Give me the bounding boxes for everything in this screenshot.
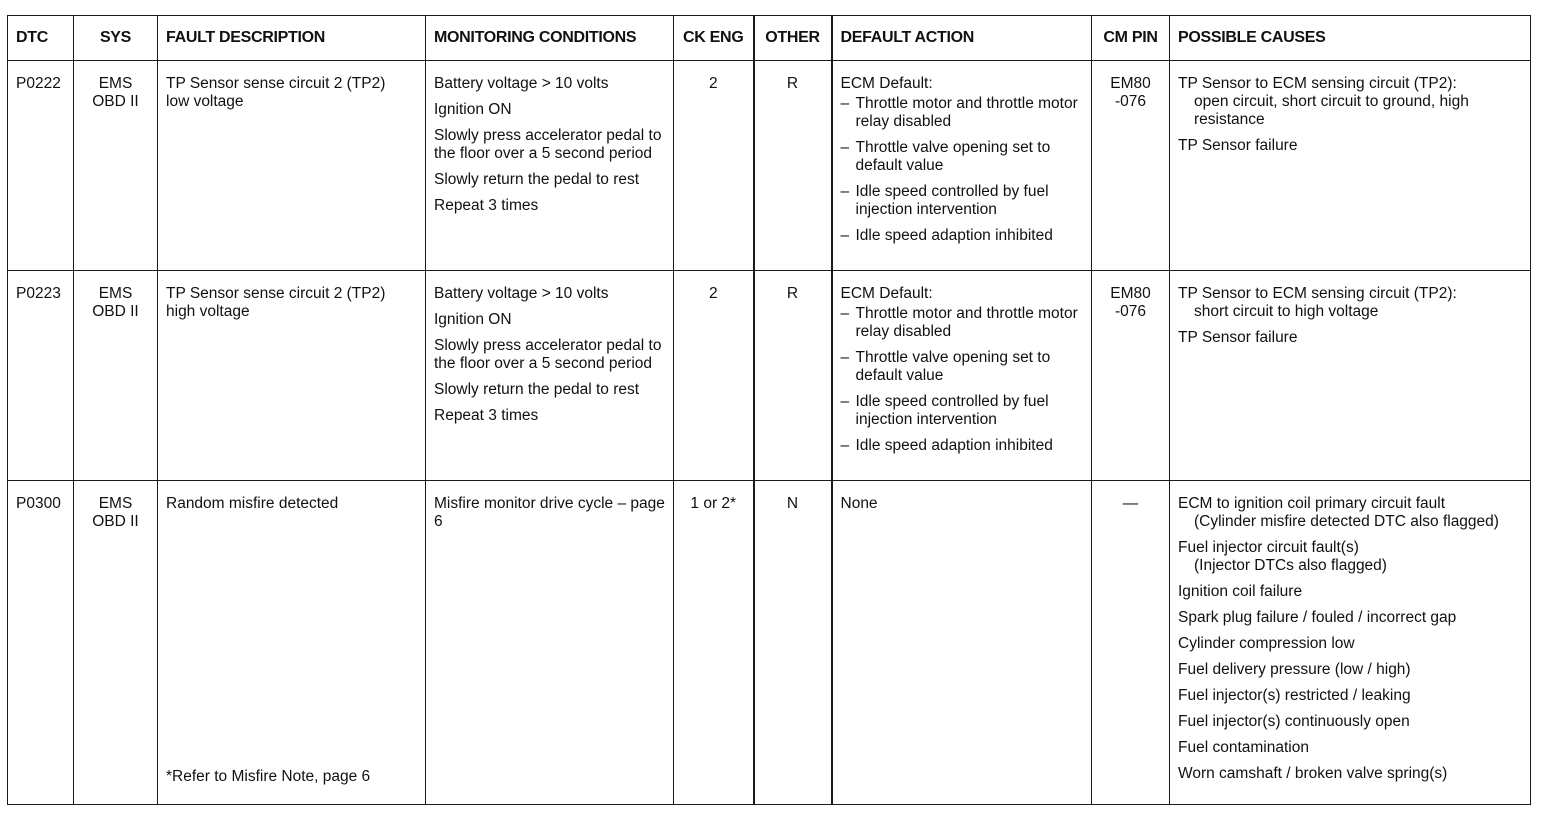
header-monitoring-conditions: MONITORING CONDITIONS	[426, 16, 674, 61]
sys-line: OBD II	[92, 513, 139, 530]
cause-sub: short circuit to high voltage	[1194, 303, 1379, 320]
header-dtc: DTC	[8, 16, 74, 61]
ck-eng-value: 2	[674, 271, 754, 481]
cause-item: Cylinder compression low	[1178, 635, 1355, 652]
monitoring-line: Battery voltage > 10 volts	[434, 285, 609, 302]
cm-pin-line: -076	[1114, 303, 1147, 320]
cm-pin-cell	[1092, 61, 1170, 271]
cause-item: TP Sensor failure	[1178, 137, 1298, 154]
monitoring-line: Slowly return the pedal to rest	[434, 381, 640, 398]
dtc-code: P0300	[8, 481, 74, 805]
monitoring-line: Ignition ON	[434, 101, 512, 118]
cause-text: ECM to ignition coil primary circuit fault	[1178, 495, 1446, 512]
fault-line: low voltage	[166, 93, 244, 110]
table-row	[8, 481, 1531, 805]
sys-line: OBD II	[92, 303, 139, 320]
header-possible-causes: POSSIBLE CAUSES	[1170, 16, 1531, 61]
misfire-footnote: *Refer to Misfire Note, page 6	[166, 768, 371, 785]
cm-pin-line: -076	[1114, 93, 1147, 110]
sys-line: EMS	[98, 75, 133, 92]
fault-line: TP Sensor sense circuit 2 (TP2)	[166, 285, 386, 302]
default-action-title: ECM Default:	[840, 75, 933, 92]
possible-causes-cell	[1170, 61, 1531, 271]
sys-cell	[74, 481, 158, 805]
cause-text: Fuel injector circuit fault(s)	[1178, 539, 1359, 556]
default-action-item: – Throttle valve opening set to default value	[840, 349, 1051, 384]
sys-cell	[74, 271, 158, 481]
fault-line: TP Sensor sense circuit 2 (TP2)	[166, 75, 386, 92]
default-action-cell	[832, 271, 1092, 481]
monitoring-line: Battery voltage > 10 volts	[434, 75, 609, 92]
default-action-item: – Throttle motor and throttle motor relay disabled	[840, 305, 1078, 340]
cm-pin-cell	[1092, 271, 1170, 481]
cause-item: Fuel injector(s) restricted / leaking	[1178, 687, 1411, 704]
default-action-item: – Idle speed adaption inhibited	[840, 437, 1053, 454]
header-sys: SYS	[74, 16, 158, 61]
other-value: R	[754, 271, 832, 481]
other-value: R	[754, 61, 832, 271]
monitoring-line: Ignition ON	[434, 311, 512, 328]
cause-sub: open circuit, short circuit to ground, high resistance	[1194, 93, 1469, 128]
fault-description-cell	[158, 481, 426, 805]
cause-item: Worn camshaft / broken valve spring(s)	[1178, 765, 1448, 782]
cause-main: TP Sensor to ECM sensing circuit (TP2):	[1178, 285, 1457, 302]
cause-item: Fuel delivery pressure (low / high)	[1178, 661, 1411, 678]
default-action-title: ECM Default:	[840, 285, 933, 302]
possible-causes-cell	[1170, 481, 1531, 805]
header-cm-pin: CM PIN	[1092, 16, 1170, 61]
ck-eng-value: 2	[674, 61, 754, 271]
cause-sub: (Injector DTCs also flagged)	[1194, 557, 1387, 574]
default-action-item: – Throttle motor and throttle motor relay disabled	[840, 95, 1078, 130]
cm-pin-line: EM80	[1110, 285, 1151, 302]
possible-causes-cell	[1170, 271, 1531, 481]
cause-item: Fuel contamination	[1178, 739, 1309, 756]
fault-description-cell	[158, 271, 426, 481]
header-row	[8, 16, 1531, 61]
fault-line: high voltage	[166, 303, 250, 320]
cause-main: TP Sensor to ECM sensing circuit (TP2):	[1178, 75, 1457, 92]
dtc-code: P0223	[8, 271, 74, 481]
fault-line: Random misfire detected	[166, 495, 339, 512]
other-value: N	[754, 481, 832, 805]
dtc-table	[7, 15, 1531, 805]
default-action-item: – Throttle valve opening set to default value	[840, 139, 1051, 174]
fault-description-cell	[158, 61, 426, 271]
cause-item: TP Sensor failure	[1178, 329, 1298, 346]
sys-line: OBD II	[92, 93, 139, 110]
table-row	[8, 271, 1531, 481]
default-action-cell: None	[832, 481, 1092, 805]
monitoring-line: Repeat 3 times	[434, 197, 539, 214]
cause-sub: (Cylinder misfire detected DTC also flagged)	[1194, 513, 1499, 530]
monitoring-cell	[426, 61, 674, 271]
default-action-item: – Idle speed controlled by fuel injection intervention	[840, 393, 1049, 428]
monitoring-line: Repeat 3 times	[434, 407, 539, 424]
monitoring-cell: Misfire monitor drive cycle – page 6	[426, 481, 674, 805]
table-row	[8, 61, 1531, 271]
monitoring-line: Slowly press accelerator pedal to the floor over a 5 second period	[434, 337, 662, 372]
sys-line: EMS	[98, 285, 133, 302]
sys-cell	[74, 61, 158, 271]
header-default-action: DEFAULT ACTION	[832, 16, 1092, 61]
default-action-cell	[832, 61, 1092, 271]
header-fault-description: FAULT DESCRIPTION	[158, 16, 426, 61]
default-action-item: – Idle speed controlled by fuel injection intervention	[840, 183, 1049, 218]
default-action-item: – Idle speed adaption inhibited	[840, 227, 1053, 244]
monitoring-cell	[426, 271, 674, 481]
header-other: OTHER	[754, 16, 832, 61]
monitoring-line: Slowly press accelerator pedal to the floor over a 5 second period	[434, 127, 662, 162]
cm-pin-cell: —	[1092, 481, 1170, 805]
cm-pin-line: EM80	[1110, 75, 1151, 92]
cause-item: Ignition coil failure	[1178, 583, 1303, 600]
monitoring-line: Slowly return the pedal to rest	[434, 171, 640, 188]
cause-item	[1178, 539, 1522, 575]
sys-line: EMS	[98, 495, 133, 512]
cause-item: Spark plug failure / fouled / incorrect gap	[1178, 609, 1457, 626]
dtc-code: P0222	[8, 61, 74, 271]
header-ck-eng: CK ENG	[674, 16, 754, 61]
cause-item	[1178, 495, 1522, 531]
ck-eng-value: 1 or 2*	[674, 481, 754, 805]
cause-item: Fuel injector(s) continuously open	[1178, 713, 1410, 730]
